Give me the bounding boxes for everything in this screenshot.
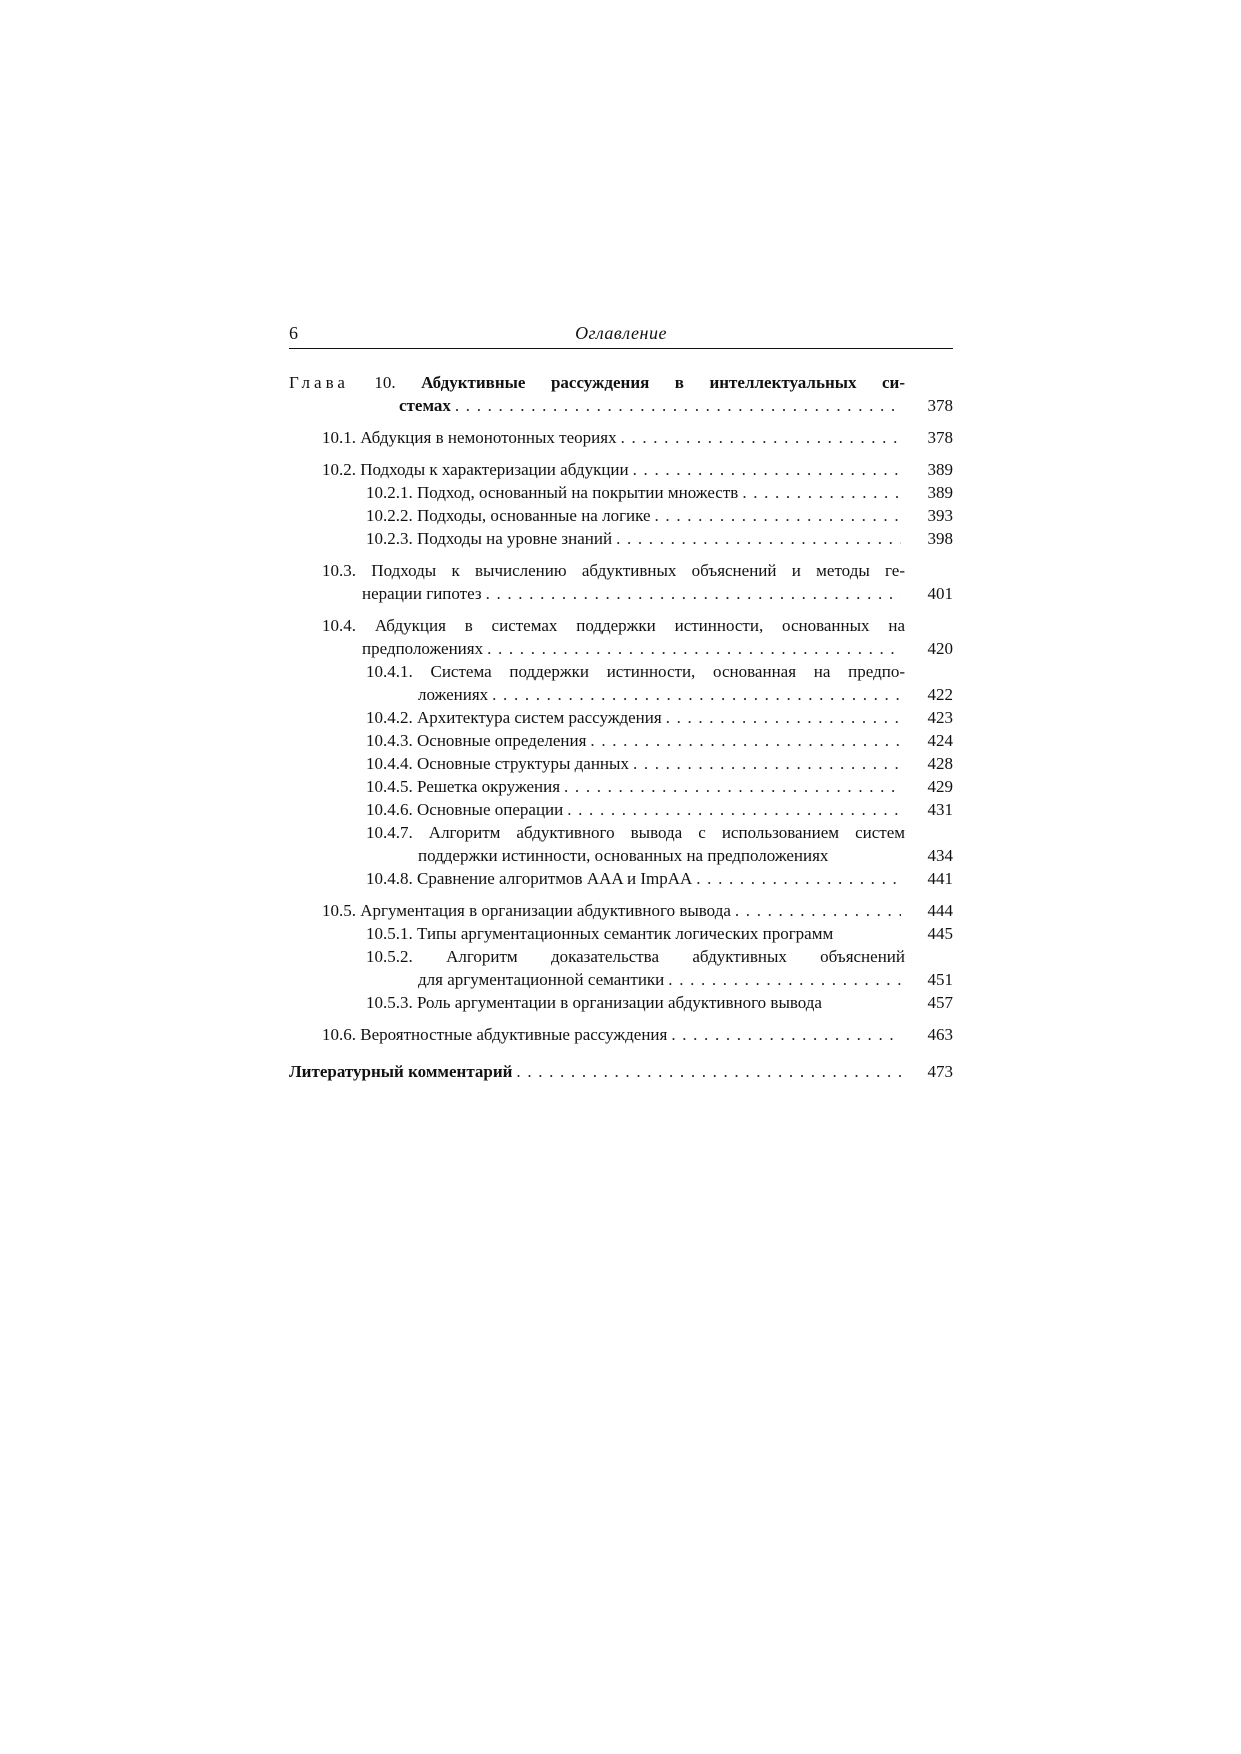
chapter-label: Глава <box>289 373 349 392</box>
entry-page: 441 <box>927 869 953 888</box>
leader-dots <box>655 504 901 527</box>
entry-title-line2: поддержки истинности, основанных на предположениях <box>418 846 829 865</box>
toc-entry-10-2-1[interactable] <box>366 481 953 504</box>
entry-page: 424 <box>927 731 953 750</box>
toc-entry-10-6[interactable] <box>322 1023 953 1046</box>
entry-page: 393 <box>927 506 953 525</box>
toc-entry-10-4-3[interactable] <box>366 729 953 752</box>
toc-entry-10-2-2[interactable] <box>366 504 953 527</box>
leader-dots <box>633 458 901 481</box>
leader-dots <box>633 752 901 775</box>
entry-title-line2: ложениях <box>418 685 489 704</box>
toc-entry-10-4[interactable] <box>322 614 953 660</box>
entry-title: Основные структуры данных <box>417 754 629 773</box>
entry-title-line1: Алгоритм доказательства абдуктивных объяснений <box>446 947 905 966</box>
toc-entry-10-4-6[interactable] <box>366 798 953 821</box>
leader-dots <box>492 683 901 706</box>
entry-page: 420 <box>927 639 953 658</box>
entry-page: 445 <box>927 924 953 943</box>
entry-title: Подход, основанный на покрытии множеств <box>417 483 739 502</box>
leader-dots <box>516 1060 901 1083</box>
toc-entry-10-4-2[interactable] <box>366 706 953 729</box>
entry-number: 10.4.2. <box>366 708 413 727</box>
entry-number: 10.1. <box>322 428 356 447</box>
leader-dots <box>567 798 901 821</box>
leader-dots <box>486 582 901 605</box>
entry-number: 10.6. <box>322 1025 356 1044</box>
entry-title-line2: нерации гипотез <box>362 584 482 603</box>
toc-entry-10-3[interactable] <box>322 559 953 605</box>
toc-entry-10-4-1[interactable] <box>366 660 953 706</box>
entry-page: 473 <box>927 1062 953 1081</box>
entry-title-line1: Абдукция в системах поддержки истинности, основанных на <box>374 616 906 635</box>
entry-title: Типы аргументационных семантик логических программ <box>417 924 834 943</box>
table-of-contents <box>289 371 953 1083</box>
entry-number: 10.2.2. <box>366 506 413 525</box>
chapter-number: 10. <box>374 373 396 392</box>
toc-entry-10-4-7[interactable] <box>366 821 953 867</box>
entry-number: 10.4.4. <box>366 754 413 773</box>
leader-dots <box>487 637 901 660</box>
entry-page: 463 <box>927 1025 953 1044</box>
entry-title: Основные операции <box>417 800 564 819</box>
leader-dots <box>455 394 901 417</box>
entry-number: 10.4.7. <box>366 823 413 842</box>
entry-number: 10.2.3. <box>366 529 413 548</box>
toc-entry-10-2-3[interactable] <box>366 527 953 550</box>
leader-dots <box>735 899 901 922</box>
toc-entry-10-1[interactable] <box>322 426 953 449</box>
toc-chapter-10[interactable] <box>289 371 953 417</box>
entry-page: 434 <box>927 846 953 865</box>
entry-number: 10.4.8. <box>366 869 413 888</box>
entry-page: 451 <box>927 970 953 989</box>
entry-title: Архитектура систем рассуждения <box>417 708 662 727</box>
entry-page: 389 <box>927 483 953 502</box>
entry-page: 444 <box>927 901 953 920</box>
entry-title-line1: Алгоритм абдуктивного вывода с использованием систем <box>428 823 906 842</box>
entry-title: Основные определения <box>417 731 587 750</box>
page-header <box>289 318 953 349</box>
leader-dots <box>590 729 901 752</box>
entry-title: Вероятностные абдуктивные рассуждения <box>360 1025 668 1044</box>
entry-number: 10.5.2. <box>366 947 413 966</box>
chapter-title-line1: Абдуктивные рассуждения в интеллектуальных си- <box>421 373 905 392</box>
entry-title: Литературный комментарий <box>289 1062 513 1081</box>
entry-number: 10.4.5. <box>366 777 413 796</box>
entry-page: 429 <box>927 777 953 796</box>
entry-title-line1: Подходы к вычислению абдуктивных объяснений и методы ге- <box>371 561 906 580</box>
entry-number: 10.4.6. <box>366 800 413 819</box>
running-title: Оглавление <box>575 323 667 343</box>
chapter-page: 378 <box>927 396 953 415</box>
entry-number: 10.2.1. <box>366 483 413 502</box>
toc-entry-10-5-1[interactable] <box>366 922 953 945</box>
entry-page: 431 <box>927 800 953 819</box>
entry-title-line2: для аргументационной семантики <box>418 970 665 989</box>
leader-dots <box>564 775 901 798</box>
entry-number: 10.5. <box>322 901 356 920</box>
leader-dots <box>742 481 901 504</box>
entry-number: 10.2. <box>322 460 356 479</box>
toc-entry-10-2[interactable] <box>322 458 953 481</box>
entry-number: 10.3. <box>322 561 356 580</box>
entry-title-line2: предположениях <box>362 639 484 658</box>
toc-entry-10-5[interactable] <box>322 899 953 922</box>
entry-title: Роль аргументации в организации абдуктивного вывода <box>417 993 822 1012</box>
leader-dots <box>696 867 901 890</box>
entry-number: 10.5.3. <box>366 993 413 1012</box>
entry-number: 10.4.3. <box>366 731 413 750</box>
entry-page: 398 <box>927 529 953 548</box>
leader-dots <box>616 527 901 550</box>
entry-title: Подходы к характеризации абдукции <box>360 460 629 479</box>
chapter-title-line2: стемах <box>399 396 451 415</box>
toc-entry-10-4-5[interactable] <box>366 775 953 798</box>
entry-number: 10.4.1. <box>366 662 413 681</box>
toc-entry-10-5-3[interactable] <box>366 991 953 1014</box>
entry-page: 378 <box>927 428 953 447</box>
page-number: 6 <box>289 323 298 343</box>
entry-title-line1: Система поддержки истинности, основанная на предпо- <box>430 662 905 681</box>
entry-page: 428 <box>927 754 953 773</box>
toc-entry-10-4-8[interactable] <box>366 867 953 890</box>
leader-dots <box>621 426 901 449</box>
entry-page: 401 <box>927 584 953 603</box>
entry-title: Сравнение алгоритмов AAA и ImpAA <box>417 869 693 888</box>
entry-title: Аргументация в организации абдуктивного вывода <box>360 901 731 920</box>
entry-title: Решетка окружения <box>417 777 561 796</box>
toc-entry-10-4-4[interactable] <box>366 752 953 775</box>
leader-dots <box>666 706 901 729</box>
toc-entry-literature[interactable] <box>289 1060 953 1083</box>
toc-page <box>289 318 953 1083</box>
entry-page: 423 <box>927 708 953 727</box>
leader-dots <box>668 968 901 991</box>
entry-number: 10.5.1. <box>366 924 413 943</box>
entry-title: Подходы, основанные на логике <box>417 506 651 525</box>
entry-title: Абдукция в немонотонных теориях <box>360 428 617 447</box>
entry-page: 422 <box>927 685 953 704</box>
entry-page: 457 <box>927 993 953 1012</box>
toc-entry-10-5-2[interactable] <box>366 945 953 991</box>
leader-dots <box>671 1023 901 1046</box>
entry-number: 10.4. <box>322 616 356 635</box>
entry-title: Подходы на уровне знаний <box>417 529 613 548</box>
entry-page: 389 <box>927 460 953 479</box>
